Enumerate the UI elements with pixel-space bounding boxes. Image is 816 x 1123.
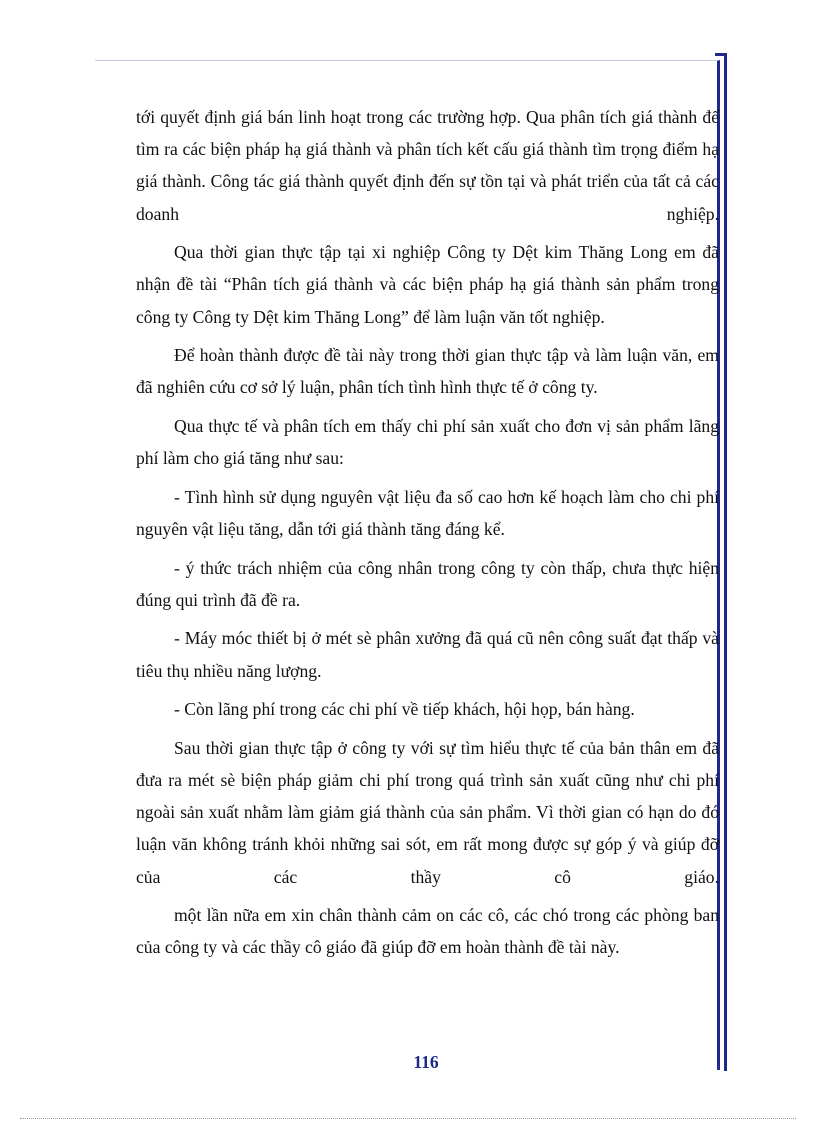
paragraph-4: Qua thực tế và phân tích em thấy chi phí sản xuất cho đơn vị sản phẩm lãng phí làm cho giá tăng như sau: <box>136 416 719 469</box>
body-text <box>136 101 719 970</box>
paragraph-3: Để hoàn thành được đề tài này trong thời gian thực tập và làm luận văn, em đã nghiên cứu cơ sở lý luận, phân tích tình hình thực tế ở công ty. <box>136 345 719 398</box>
page-number: 116 <box>413 1052 439 1072</box>
paragraph-2: Qua thời gian thực tập tại xi nghiệp Công ty Dệt kim Thăng Long em đã nhận đề tài “Phân tích giá thành và các biện pháp hạ giá thành sản phẩm trong công ty Công ty Dệt kim Thăng Long” để làm luận văn tốt nghiệp. <box>136 242 719 327</box>
paragraph-9: Sau thời gian thực tập ở công ty với sự tìm hiểu thực tế của bản thân em đã đưa ra mét sè biện pháp giảm chi phí trong quá trình sản xuất cũng như chi phí ngoài sản xuất nhằm làm giảm giá thành của sản phẩm. Vì thời gian có hạn do đó luận văn không tránh khỏi những sai sót, em rất mong được sự góp ý và giúp đỡ của các thầy cô giáo. <box>136 737 719 887</box>
paragraph-8: - Còn lãng phí trong các chi phí về tiếp khách, hội họp, bán hàng. <box>174 699 635 720</box>
paragraph-1: tới quyết định giá bán linh hoạt trong các trường hợp. Qua phân tích giá thành để tìm ra các biện pháp hạ giá thành và phân tích kết cấu giá thành tìm trọng điểm hạ giá thành. Công tác giá thành quyết định đến sự tồn tại và phát triển của tất cả các doanh nghiệp. <box>136 107 719 224</box>
paragraph-6: - ý thức trách nhiệm của công nhân trong công ty còn thấp, chưa thực hiện đúng qui trình đã đề ra. <box>136 557 719 610</box>
paragraph-10: một lần nữa em xin chân thành cảm on các cô, các chó trong các phòng ban của công ty và các thầy cô giáo đã giúp đỡ em hoàn thành đề tài này. <box>136 905 719 958</box>
bottom-dotted-rule <box>20 1118 796 1119</box>
paragraph-5: - Tình hình sử dụng nguyên vật liệu đa số cao hơn kế hoạch làm cho chi phí nguyên vật liệu tăng, dẫn tới giá thành tăng đáng kể. <box>136 486 719 539</box>
paragraph-7: - Máy móc thiết bị ở mét sè phân xưởng đã quá cũ nên công suất đạt thấp và tiêu thụ nhiều năng lượng. <box>136 628 719 681</box>
